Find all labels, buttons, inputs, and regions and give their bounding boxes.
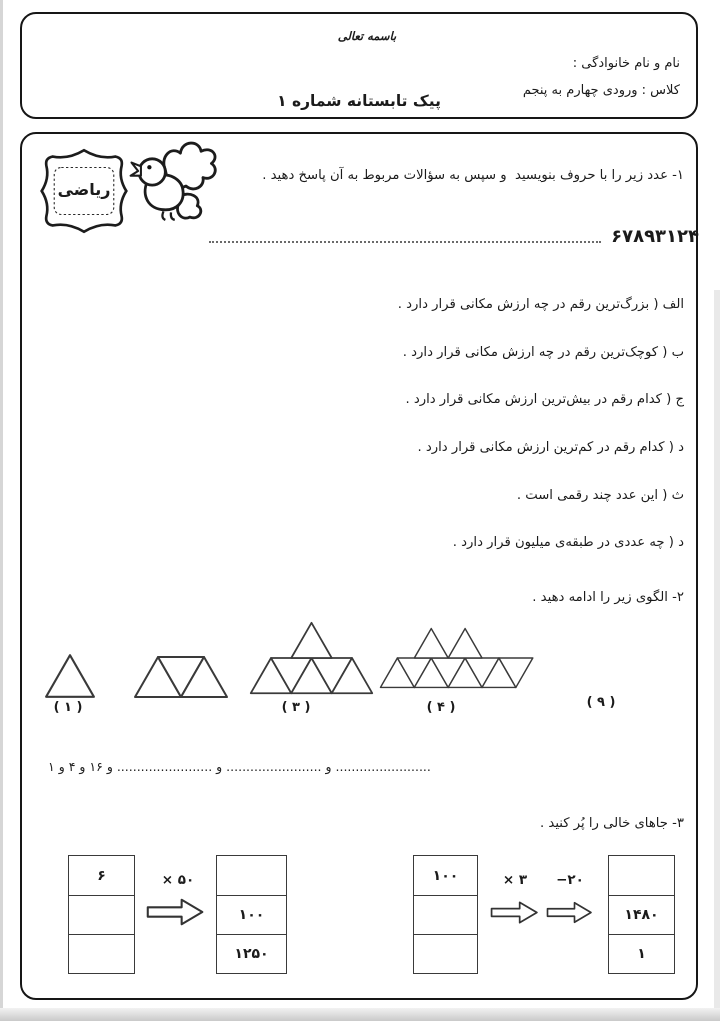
pattern-figure-1: [44, 653, 96, 699]
figure-label-9: ( ۹ ): [586, 695, 616, 710]
scan-edge-left: [0, 0, 3, 1021]
question-1-item-a: الف ( بزرگ‌ترین رقم در چه ارزش مکانی قرار دارد .: [397, 297, 684, 312]
question-1-prompt: ۱- عدد زیر را با حروف بنویسید و سپس به سؤالات مربوط به آن پاسخ دهید .: [262, 168, 684, 183]
machine-b-operator-2-label: −۲۰: [556, 872, 584, 888]
question-3-prompt: ۳- جاهای خالی را پُر کنید .: [540, 816, 684, 831]
worksheet-header: [20, 12, 698, 119]
table-cell: [609, 856, 674, 895]
question-2-prompt: ۲- الگوی زیر را ادامه دهید .: [532, 590, 684, 605]
scan-edge-bottom: [0, 1008, 720, 1021]
table-cell: ۶: [97, 867, 106, 884]
question-1-item-d2: د ( چه عددی در طبقه‌ی میلیون قرار دارد .: [452, 535, 684, 551]
number-sequence-line: ........................ و ........................ و ........................ و ۱۶ و ۴ و ۱: [48, 759, 431, 774]
machine-b-operator-1-label: × ۳: [502, 872, 528, 888]
pattern-figure-2: [128, 655, 234, 699]
table-cell: [69, 895, 134, 934]
figure-label-3: ( ۳ ): [281, 700, 311, 715]
table-cell: ۱۰۰: [217, 895, 286, 934]
question-1-item-b: ب ( کوچک‌ترین رقم در چه ارزش مکانی قرار دارد .: [402, 344, 684, 360]
table-cell: ۱: [609, 934, 674, 973]
bird-illustration-icon: [124, 138, 218, 236]
name-field-label: نام و نام خانوادگی :: [572, 56, 680, 71]
class-field-label: کلاس : ورودی چهارم به پنجم: [522, 83, 680, 98]
table-cell: [69, 934, 134, 973]
machine-b-input-table: [413, 855, 478, 974]
machine-b-output-table: [608, 855, 675, 974]
worksheet-body: [20, 132, 698, 1000]
subject-badge-label: ریاضی: [57, 179, 111, 199]
dotted-answer-line: [209, 241, 601, 243]
table-cell: ۱۴۸۰: [609, 895, 674, 934]
figure-label-1: ( ۱ ): [53, 700, 83, 715]
machine-a-output-table: [216, 855, 287, 974]
table-cell: ۱۲۵۰: [217, 934, 286, 973]
table-cell: [414, 934, 477, 973]
machine-b-arrow-1-icon: [490, 898, 540, 927]
subject-badge: [37, 145, 131, 237]
machine-a-input-table: [68, 855, 135, 974]
table-cell: ۱۰۰: [432, 867, 459, 884]
question-1-item-d: د ( کدام رقم در کم‌ترین ارزش مکانی قرار دارد .: [417, 440, 684, 456]
question-1-number-row: [205, 220, 699, 248]
machine-a-operator-label: × ۵۰: [161, 872, 195, 888]
question-1-subitems: [398, 297, 684, 583]
question-1-number: ۶۷۸۹۳۱۲۴: [611, 226, 699, 248]
bismillah-text: باسمه تعالی: [337, 29, 397, 43]
worksheet-title: پیک تابستانه شماره ۱: [277, 92, 441, 110]
machine-a-arrow-icon: [143, 896, 209, 928]
table-cell: [414, 895, 477, 934]
figure-label-4: ( ۴ ): [426, 700, 456, 715]
pattern-figure-4: [379, 617, 535, 699]
table-cell: [217, 856, 286, 895]
pattern-figure-3: [249, 617, 374, 699]
question-1-item-j: ج ( کدام رقم در بیش‌ترین ارزش مکانی قرار دارد .: [405, 392, 684, 408]
scan-edge-right: [714, 290, 720, 1009]
question-1-item-th: ث ( این عدد چند رقمی است .: [516, 487, 684, 503]
machine-b-arrow-2-icon: [546, 898, 594, 927]
